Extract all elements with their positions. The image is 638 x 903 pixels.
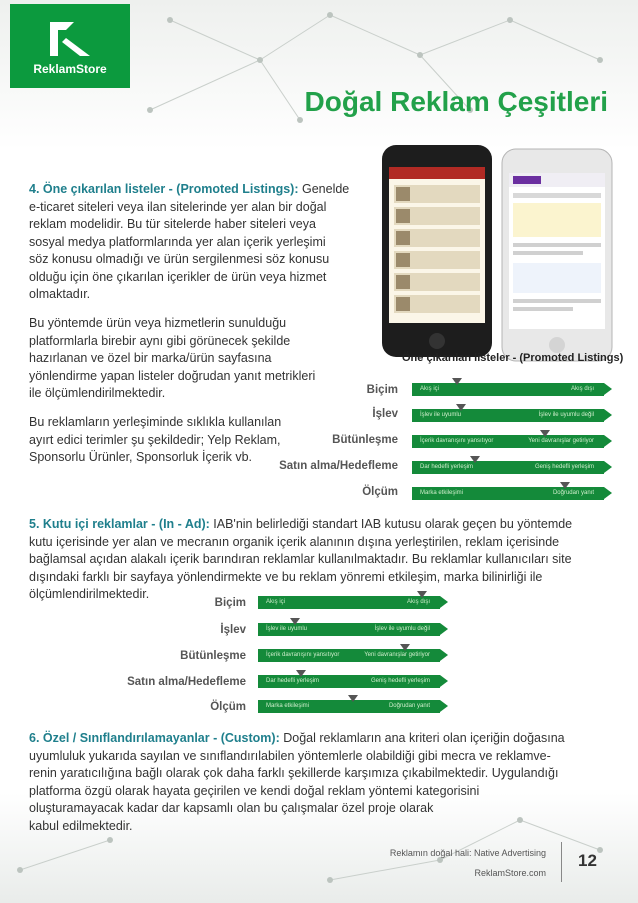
scale2-bar-satin-alma: Dar hedefli yerleşim Geniş hedefli yerleşim bbox=[258, 675, 440, 688]
reklamstore-logo bbox=[10, 4, 130, 88]
footer-url: ReklamStore.com bbox=[474, 868, 546, 878]
section6-paragraph: 6. Özel / Sınıflandırılamayanlar - (Custom): Doğal reklamların ana kriteri olan içeriğin doğasına uyumluluk yukarıda sayılan ve sınıflandırılabilen yöntemlerle olabildiği gibi mecra ve reklamve- renin yaratıcılığına bağlı olarak çok daha farklı şekillerde karşımıza çıkabilmektedir. Uygulandığı platforma özgü olarak hayata geçirilen ve kendi doğal reklam yöntemi kategorisini oluşturamayacak kadar dar kapsamlı olan bu çalışmalar özel proje olarak kabul edilmektedir. bbox=[29, 731, 565, 833]
scale1-bar-butunlesme: İçerik davranışını yansıtıyor Yeni davranışlar getiriyor bbox=[412, 435, 604, 448]
scale2-bar-butunlesme: İçerik davranışını yansıtıyor Yeni davranışlar getiriyor bbox=[258, 649, 440, 662]
scale2-marker-olcum bbox=[348, 695, 358, 702]
scale1-marker-satin-alma bbox=[470, 456, 480, 463]
scale1-label-bicim: Biçim bbox=[366, 384, 398, 396]
scale1-label-satin-alma: Satın alma/Hedefleme bbox=[279, 460, 398, 472]
scale1-marker-bicim bbox=[452, 378, 462, 385]
scale2-label-satin-alma: Satın alma/Hedefleme bbox=[127, 676, 246, 688]
section5-paragraph: 5. Kutu içi reklamlar - (In - Ad): IAB'nin belirlediği standart IAB kutusu olarak geçen bu yöntemde kutu içerisinde yer alan ve mecranın organik içerik alanının dışına yerleştirilen, reklam içerisinde bağlamsal açıdan alakalı içerik barındıran reklamlar kullanılmaktadır. Bu reklamlar kullanıcıları site dışındaki farklı bir sayfaya yönlendirmekte ve bu reklam yönremi etkileşim, marka bilinirliği ile ölçümlendirilmektedir. bbox=[29, 517, 573, 601]
footer-subtitle: Reklamın doğal hali: Native Advertising bbox=[389, 848, 546, 858]
scale1-bar-islev: İşlev ile uyumlu İşlev ile uyumlu değil bbox=[412, 409, 604, 422]
scale2-label-bicim: Biçim bbox=[214, 597, 246, 609]
logo-brand-text: ReklamStore bbox=[33, 62, 107, 76]
logo-mark-icon bbox=[46, 18, 94, 58]
section5-heading: 5. Kutu içi reklamlar - (In - Ad): bbox=[29, 517, 210, 531]
scale1-label-islev: İşlev bbox=[372, 408, 398, 420]
scale2-bar-bicim: Akış içi Akış dışı bbox=[258, 596, 440, 609]
scale1-marker-butunlesme bbox=[540, 430, 550, 437]
scale2-bar-olcum: Marka etkileşimi Doğrudan yanıt bbox=[258, 700, 440, 713]
page-title: Doğal Reklam Çeşitleri bbox=[304, 86, 608, 117]
scale1-marker-olcum bbox=[560, 482, 570, 489]
page-number: 12 bbox=[578, 851, 597, 870]
section4-paragraph2: Bu yöntemde ürün veya hizmetlerin sunulduğu platformlarla birebir aynı gibi görünecek şekilde hazırlanan ve özel bir marka/ürün sayfasına yönlendirme yapan listeler doğrudan yanıt metrikleri ile ölçümlendirilmektedir. bbox=[29, 316, 316, 400]
footer-divider bbox=[561, 842, 562, 882]
scale2-marker-butunlesme bbox=[400, 644, 410, 651]
scale2-marker-satin-alma bbox=[296, 670, 306, 677]
scale2-marker-bicim bbox=[417, 591, 427, 598]
scale2-marker-islev bbox=[290, 618, 300, 625]
scale2-label-olcum: Ölçüm bbox=[210, 701, 246, 713]
phones-caption: Öne çıkarılan listeler - (Promoted Listings) bbox=[402, 352, 624, 364]
section6-heading: 6. Özel / Sınıflandırılamayanlar - (Custom): bbox=[29, 731, 280, 745]
scale1-bar-olcum: Marka etkileşimi Doğrudan yanıt bbox=[412, 487, 604, 500]
scale1-bar-satin-alma: Dar hedefli yerleşim Geniş hedefli yerleşim bbox=[412, 461, 604, 474]
scale2-label-islev: İşlev bbox=[220, 624, 246, 636]
scale1-bar-bicim: Akış içi Akış dışı bbox=[412, 383, 604, 396]
scale2-bar-islev: İşlev ile uyumlu İşlev ile uyumlu değil bbox=[258, 623, 440, 636]
phones-illustration bbox=[382, 145, 614, 367]
scale1-label-butunlesme: Bütünleşme bbox=[332, 434, 398, 446]
scale1-marker-islev bbox=[456, 404, 466, 411]
section4-paragraph1: 4. Öne çıkarılan listeler - (Promoted Listings): Genelde e-ticaret siteleri veya ilan sitelerinde yer alan bir doğal reklam modelidir. Bu tür sitelerde haber siteleri veya sosyal medya platformlarında yer alan içerik yerleşimi söz konusu olmadığı ve ürün sergilenmesi söz konusu olduğu için öne çıkarılan içerikler de ürün veya hizmet olmaktadır. bbox=[29, 182, 350, 301]
scale1-label-olcum: Ölçüm bbox=[362, 486, 398, 498]
section4-heading: 4. Öne çıkarılan listeler - (Promoted Listings): bbox=[29, 182, 299, 196]
section4-paragraph3: Bu reklamların yerleşiminde sıklıkla kullanılan ayırt edici terimler şu şekildedir; Yelp Reklam, Sponsorlu Ürünler, Sponsorluk İçerik vb. bbox=[29, 415, 282, 464]
scale2-label-butunlesme: Bütünleşme bbox=[180, 650, 246, 662]
